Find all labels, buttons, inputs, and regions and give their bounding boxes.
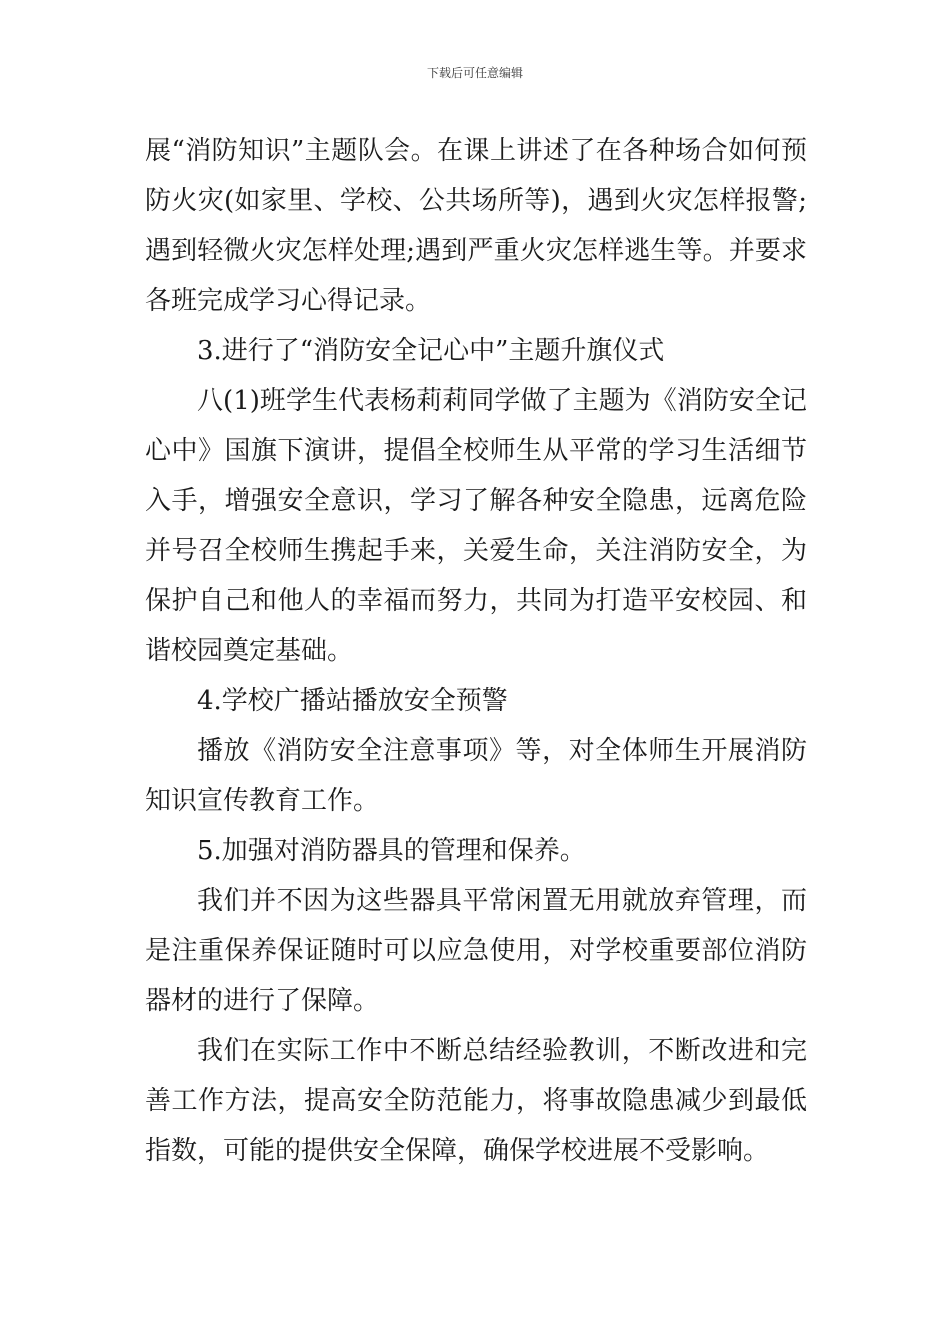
heading-broadcast: 4.学校广播站播放安全预警 bbox=[197, 686, 508, 716]
page-header: 下载后可任意编辑 bbox=[426, 66, 523, 80]
heading-flag-ceremony: 3.进行了“消防安全记心中”主题升旗仪式 bbox=[197, 336, 665, 366]
document-body bbox=[145, 126, 807, 1176]
paragraph-equipment-maintenance: 我们并不因为这些器具平常闲置无用就放弃管理，而是注重保养保证随时可以应急使用，对学校重要部位消防器材的进行了保障。 bbox=[145, 886, 807, 1016]
paragraph-broadcast: 播放《消防安全注意事项》等，对全体师生开展消防知识宣传教育工作。 bbox=[145, 736, 807, 816]
paragraph-summary: 我们在实际工作中不断总结经验教训，不断改进和完善工作方法，提高安全防范能力，将事故隐患减少到最低指数，可能的提供安全保障，确保学校进展不受影响。 bbox=[145, 1036, 807, 1166]
paragraph-fire-knowledge-meeting: 展“消防知识”主题队会。在课上讲述了在各种场合如何预防火灾(如家里、学校、公共场所等)，遇到火灾怎样报警;遇到轻微火灾怎样处理;遇到严重火灾怎样逃生等。并要求各班完成学习心得记录。 bbox=[145, 136, 807, 316]
paragraph-flag-speech: 八(1)班学生代表杨莉莉同学做了主题为《消防安全记心中》国旗下演讲，提倡全校师生从平常的学习生活细节入手，增强安全意识，学习了解各种安全隐患，远离危险并号召全校师生携起手来，关爱生命，关注消防安全，为保护自己和他人的幸福而努力，共同为打造平安校园、和谐校园奠定基础。 bbox=[145, 386, 807, 666]
heading-equipment-maintenance: 5.加强对消防器具的管理和保养。 bbox=[197, 836, 586, 866]
